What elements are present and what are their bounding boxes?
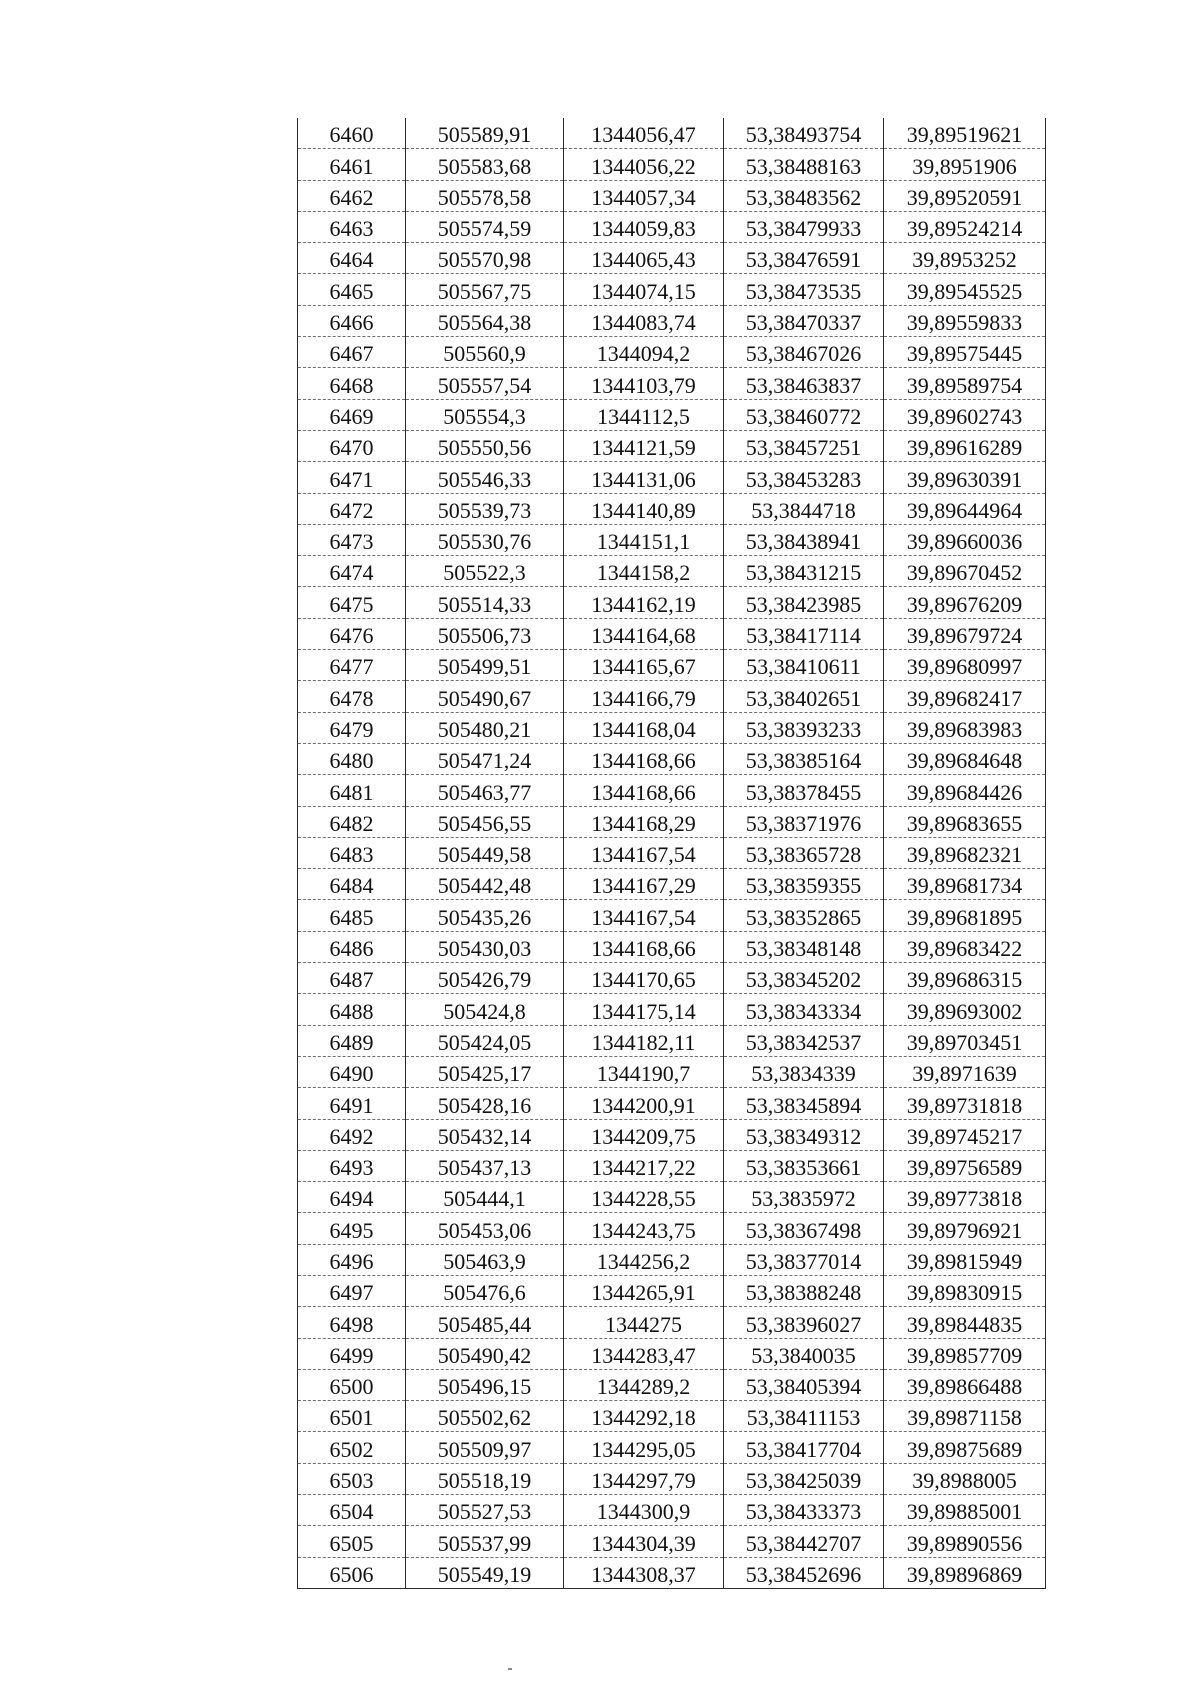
- point-number-cell: 6487: [298, 963, 406, 994]
- table-row: [298, 1526, 1046, 1557]
- x-coordinate-cell: 505549,19: [406, 1557, 564, 1588]
- longitude-cell: 39,89875689: [884, 1432, 1046, 1463]
- table-row: [298, 305, 1046, 336]
- y-coordinate-cell: 1344164,68: [564, 618, 724, 649]
- point-number-cell: 6503: [298, 1463, 406, 1494]
- latitude-cell: 53,38345894: [724, 1088, 884, 1119]
- point-number-cell: 6484: [298, 869, 406, 900]
- y-coordinate-cell: 1344074,15: [564, 274, 724, 305]
- x-coordinate-cell: 505530,76: [406, 524, 564, 555]
- x-coordinate-cell: 505502,62: [406, 1401, 564, 1432]
- y-coordinate-cell: 1344300,9: [564, 1495, 724, 1526]
- longitude-cell: 39,89683422: [884, 931, 1046, 962]
- longitude-cell: 39,8953252: [884, 243, 1046, 274]
- y-coordinate-cell: 1344083,74: [564, 305, 724, 336]
- latitude-cell: 53,3834339: [724, 1056, 884, 1087]
- table-row: [298, 1401, 1046, 1432]
- point-number-cell: 6475: [298, 587, 406, 618]
- latitude-cell: 53,3844718: [724, 493, 884, 524]
- point-number-cell: 6481: [298, 775, 406, 806]
- x-coordinate-cell: 505485,44: [406, 1307, 564, 1338]
- x-coordinate-cell: 505476,6: [406, 1275, 564, 1306]
- y-coordinate-cell: 1344209,75: [564, 1119, 724, 1150]
- table-row: [298, 587, 1046, 618]
- x-coordinate-cell: 505453,06: [406, 1213, 564, 1244]
- table-row: [298, 1307, 1046, 1338]
- latitude-cell: 53,38365728: [724, 837, 884, 868]
- latitude-cell: 53,38411153: [724, 1401, 884, 1432]
- longitude-cell: 39,89524214: [884, 211, 1046, 242]
- point-number-cell: 6466: [298, 305, 406, 336]
- latitude-cell: 53,38452696: [724, 1557, 884, 1588]
- latitude-cell: 53,38417704: [724, 1432, 884, 1463]
- longitude-cell: 39,89745217: [884, 1119, 1046, 1150]
- table-row: [298, 743, 1046, 774]
- x-coordinate-cell: 505471,24: [406, 743, 564, 774]
- table-row: [298, 775, 1046, 806]
- point-number-cell: 6491: [298, 1088, 406, 1119]
- latitude-cell: 53,38385164: [724, 743, 884, 774]
- latitude-cell: 53,38388248: [724, 1275, 884, 1306]
- longitude-cell: 39,89684648: [884, 743, 1046, 774]
- point-number-cell: 6463: [298, 211, 406, 242]
- point-number-cell: 6482: [298, 806, 406, 837]
- y-coordinate-cell: 1344175,14: [564, 994, 724, 1025]
- x-coordinate-cell: 505539,73: [406, 493, 564, 524]
- longitude-cell: 39,89682321: [884, 837, 1046, 868]
- point-number-cell: 6499: [298, 1338, 406, 1369]
- table-row: [298, 493, 1046, 524]
- longitude-cell: 39,89830915: [884, 1275, 1046, 1306]
- longitude-cell: 39,89660036: [884, 524, 1046, 555]
- longitude-cell: 39,89680997: [884, 650, 1046, 681]
- latitude-cell: 53,38425039: [724, 1463, 884, 1494]
- y-coordinate-cell: 1344168,66: [564, 931, 724, 962]
- latitude-cell: 53,38349312: [724, 1119, 884, 1150]
- y-coordinate-cell: 1344275: [564, 1307, 724, 1338]
- longitude-cell: 39,8951906: [884, 149, 1046, 180]
- table-row: [298, 1432, 1046, 1463]
- longitude-cell: 39,89731818: [884, 1088, 1046, 1119]
- longitude-cell: 39,89679724: [884, 618, 1046, 649]
- y-coordinate-cell: 1344167,54: [564, 837, 724, 868]
- y-coordinate-cell: 1344056,47: [564, 118, 724, 149]
- scan-speck: [508, 1668, 512, 1670]
- point-number-cell: 6502: [298, 1432, 406, 1463]
- x-coordinate-cell: 505444,1: [406, 1182, 564, 1213]
- point-number-cell: 6489: [298, 1025, 406, 1056]
- y-coordinate-cell: 1344057,34: [564, 180, 724, 211]
- longitude-cell: 39,89703451: [884, 1025, 1046, 1056]
- longitude-cell: 39,89857709: [884, 1338, 1046, 1369]
- table-row: [298, 368, 1046, 399]
- longitude-cell: 39,89896869: [884, 1557, 1046, 1588]
- table-row: [298, 1463, 1046, 1494]
- point-number-cell: 6469: [298, 399, 406, 430]
- y-coordinate-cell: 1344165,67: [564, 650, 724, 681]
- table-row: [298, 1495, 1046, 1526]
- latitude-cell: 53,38367498: [724, 1213, 884, 1244]
- longitude-cell: 39,89890556: [884, 1526, 1046, 1557]
- table-row: [298, 1150, 1046, 1181]
- longitude-cell: 39,89681895: [884, 900, 1046, 931]
- x-coordinate-cell: 505567,75: [406, 274, 564, 305]
- x-coordinate-cell: 505546,33: [406, 462, 564, 493]
- longitude-cell: 39,89693002: [884, 994, 1046, 1025]
- point-number-cell: 6504: [298, 1495, 406, 1526]
- y-coordinate-cell: 1344167,54: [564, 900, 724, 931]
- y-coordinate-cell: 1344292,18: [564, 1401, 724, 1432]
- table-row: [298, 1182, 1046, 1213]
- latitude-cell: 53,38393233: [724, 712, 884, 743]
- table-row: [298, 1056, 1046, 1087]
- y-coordinate-cell: 1344112,5: [564, 399, 724, 430]
- table-row: [298, 618, 1046, 649]
- y-coordinate-cell: 1344140,89: [564, 493, 724, 524]
- x-coordinate-cell: 505537,99: [406, 1526, 564, 1557]
- table-row: [298, 1369, 1046, 1400]
- table-row: [298, 274, 1046, 305]
- y-coordinate-cell: 1344182,11: [564, 1025, 724, 1056]
- latitude-cell: 53,38473535: [724, 274, 884, 305]
- table-row: [298, 149, 1046, 180]
- x-coordinate-cell: 505463,77: [406, 775, 564, 806]
- x-coordinate-cell: 505570,98: [406, 243, 564, 274]
- y-coordinate-cell: 1344167,29: [564, 869, 724, 900]
- longitude-cell: 39,89796921: [884, 1213, 1046, 1244]
- x-coordinate-cell: 505456,55: [406, 806, 564, 837]
- longitude-cell: 39,89773818: [884, 1182, 1046, 1213]
- latitude-cell: 53,38348148: [724, 931, 884, 962]
- point-number-cell: 6505: [298, 1526, 406, 1557]
- point-number-cell: 6485: [298, 900, 406, 931]
- table-row: [298, 243, 1046, 274]
- longitude-cell: 39,89602743: [884, 399, 1046, 430]
- x-coordinate-cell: 505527,53: [406, 1495, 564, 1526]
- latitude-cell: 53,38463837: [724, 368, 884, 399]
- point-number-cell: 6496: [298, 1244, 406, 1275]
- point-number-cell: 6488: [298, 994, 406, 1025]
- table-row: [298, 1557, 1046, 1588]
- point-number-cell: 6506: [298, 1557, 406, 1588]
- latitude-cell: 53,38378455: [724, 775, 884, 806]
- longitude-cell: 39,89683983: [884, 712, 1046, 743]
- longitude-cell: 39,89589754: [884, 368, 1046, 399]
- longitude-cell: 39,89559833: [884, 305, 1046, 336]
- table-row: [298, 650, 1046, 681]
- x-coordinate-cell: 505518,19: [406, 1463, 564, 1494]
- longitude-cell: 39,89670452: [884, 556, 1046, 587]
- latitude-cell: 53,38488163: [724, 149, 884, 180]
- point-number-cell: 6477: [298, 650, 406, 681]
- latitude-cell: 53,38402651: [724, 681, 884, 712]
- table-row: [298, 1025, 1046, 1056]
- latitude-cell: 53,38342537: [724, 1025, 884, 1056]
- y-coordinate-cell: 1344103,79: [564, 368, 724, 399]
- coordinates-table-body: [298, 118, 1046, 1588]
- y-coordinate-cell: 1344297,79: [564, 1463, 724, 1494]
- y-coordinate-cell: 1344304,39: [564, 1526, 724, 1557]
- latitude-cell: 53,38470337: [724, 305, 884, 336]
- y-coordinate-cell: 1344265,91: [564, 1275, 724, 1306]
- x-coordinate-cell: 505424,8: [406, 994, 564, 1025]
- x-coordinate-cell: 505506,73: [406, 618, 564, 649]
- x-coordinate-cell: 505490,67: [406, 681, 564, 712]
- latitude-cell: 53,38343334: [724, 994, 884, 1025]
- longitude-cell: 39,89871158: [884, 1401, 1046, 1432]
- longitude-cell: 39,89616289: [884, 430, 1046, 461]
- x-coordinate-cell: 505435,26: [406, 900, 564, 931]
- y-coordinate-cell: 1344166,79: [564, 681, 724, 712]
- point-number-cell: 6461: [298, 149, 406, 180]
- point-number-cell: 6495: [298, 1213, 406, 1244]
- y-coordinate-cell: 1344308,37: [564, 1557, 724, 1588]
- table-row: [298, 869, 1046, 900]
- point-number-cell: 6501: [298, 1401, 406, 1432]
- point-number-cell: 6467: [298, 337, 406, 368]
- table-row: [298, 931, 1046, 962]
- point-number-cell: 6468: [298, 368, 406, 399]
- table-row: [298, 1119, 1046, 1150]
- y-coordinate-cell: 1344168,66: [564, 743, 724, 774]
- y-coordinate-cell: 1344200,91: [564, 1088, 724, 1119]
- x-coordinate-cell: 505442,48: [406, 869, 564, 900]
- point-number-cell: 6460: [298, 118, 406, 149]
- x-coordinate-cell: 505426,79: [406, 963, 564, 994]
- x-coordinate-cell: 505430,03: [406, 931, 564, 962]
- x-coordinate-cell: 505424,05: [406, 1025, 564, 1056]
- y-coordinate-cell: 1344190,7: [564, 1056, 724, 1087]
- longitude-cell: 39,89545525: [884, 274, 1046, 305]
- x-coordinate-cell: 505574,59: [406, 211, 564, 242]
- x-coordinate-cell: 505449,58: [406, 837, 564, 868]
- latitude-cell: 53,38442707: [724, 1526, 884, 1557]
- x-coordinate-cell: 505428,16: [406, 1088, 564, 1119]
- latitude-cell: 53,38352865: [724, 900, 884, 931]
- longitude-cell: 39,89866488: [884, 1369, 1046, 1400]
- point-number-cell: 6473: [298, 524, 406, 555]
- longitude-cell: 39,89676209: [884, 587, 1046, 618]
- x-coordinate-cell: 505496,15: [406, 1369, 564, 1400]
- point-number-cell: 6497: [298, 1275, 406, 1306]
- point-number-cell: 6490: [298, 1056, 406, 1087]
- point-number-cell: 6483: [298, 837, 406, 868]
- longitude-cell: 39,89686315: [884, 963, 1046, 994]
- latitude-cell: 53,38353661: [724, 1150, 884, 1181]
- longitude-cell: 39,89683655: [884, 806, 1046, 837]
- latitude-cell: 53,3835972: [724, 1182, 884, 1213]
- point-number-cell: 6493: [298, 1150, 406, 1181]
- x-coordinate-cell: 505554,3: [406, 399, 564, 430]
- y-coordinate-cell: 1344065,43: [564, 243, 724, 274]
- point-number-cell: 6500: [298, 1369, 406, 1400]
- latitude-cell: 53,38467026: [724, 337, 884, 368]
- latitude-cell: 53,38396027: [724, 1307, 884, 1338]
- table-row: [298, 994, 1046, 1025]
- latitude-cell: 53,38359355: [724, 869, 884, 900]
- point-number-cell: 6479: [298, 712, 406, 743]
- table-row: [298, 524, 1046, 555]
- point-number-cell: 6478: [298, 681, 406, 712]
- latitude-cell: 53,38423985: [724, 587, 884, 618]
- table-row: [298, 430, 1046, 461]
- y-coordinate-cell: 1344256,2: [564, 1244, 724, 1275]
- x-coordinate-cell: 505432,14: [406, 1119, 564, 1150]
- point-number-cell: 6471: [298, 462, 406, 493]
- longitude-cell: 39,89684426: [884, 775, 1046, 806]
- x-coordinate-cell: 505589,91: [406, 118, 564, 149]
- latitude-cell: 53,38453283: [724, 462, 884, 493]
- table-row: [298, 963, 1046, 994]
- table-row: [298, 399, 1046, 430]
- point-number-cell: 6472: [298, 493, 406, 524]
- longitude-cell: 39,89844835: [884, 1307, 1046, 1338]
- latitude-cell: 53,38460772: [724, 399, 884, 430]
- y-coordinate-cell: 1344170,65: [564, 963, 724, 994]
- table-row: [298, 1275, 1046, 1306]
- point-number-cell: 6464: [298, 243, 406, 274]
- point-number-cell: 6476: [298, 618, 406, 649]
- y-coordinate-cell: 1344289,2: [564, 1369, 724, 1400]
- y-coordinate-cell: 1344295,05: [564, 1432, 724, 1463]
- longitude-cell: 39,89885001: [884, 1495, 1046, 1526]
- point-number-cell: 6486: [298, 931, 406, 962]
- x-coordinate-cell: 505437,13: [406, 1150, 564, 1181]
- y-coordinate-cell: 1344168,66: [564, 775, 724, 806]
- table-row: [298, 1244, 1046, 1275]
- y-coordinate-cell: 1344158,2: [564, 556, 724, 587]
- longitude-cell: 39,89756589: [884, 1150, 1046, 1181]
- y-coordinate-cell: 1344121,59: [564, 430, 724, 461]
- latitude-cell: 53,38493754: [724, 118, 884, 149]
- latitude-cell: 53,3840035: [724, 1338, 884, 1369]
- table-row: [298, 1088, 1046, 1119]
- x-coordinate-cell: 505480,21: [406, 712, 564, 743]
- longitude-cell: 39,89630391: [884, 462, 1046, 493]
- table-row: [298, 681, 1046, 712]
- longitude-cell: 39,89681734: [884, 869, 1046, 900]
- x-coordinate-cell: 505514,33: [406, 587, 564, 618]
- latitude-cell: 53,38377014: [724, 1244, 884, 1275]
- table-row: [298, 900, 1046, 931]
- y-coordinate-cell: 1344228,55: [564, 1182, 724, 1213]
- latitude-cell: 53,38371976: [724, 806, 884, 837]
- y-coordinate-cell: 1344056,22: [564, 149, 724, 180]
- point-number-cell: 6462: [298, 180, 406, 211]
- x-coordinate-cell: 505522,3: [406, 556, 564, 587]
- x-coordinate-cell: 505583,68: [406, 149, 564, 180]
- longitude-cell: 39,89520591: [884, 180, 1046, 211]
- x-coordinate-cell: 505564,38: [406, 305, 564, 336]
- table-row: [298, 806, 1046, 837]
- point-number-cell: 6474: [298, 556, 406, 587]
- y-coordinate-cell: 1344151,1: [564, 524, 724, 555]
- latitude-cell: 53,38483562: [724, 180, 884, 211]
- y-coordinate-cell: 1344243,75: [564, 1213, 724, 1244]
- point-number-cell: 6470: [298, 430, 406, 461]
- y-coordinate-cell: 1344162,19: [564, 587, 724, 618]
- point-number-cell: 6480: [298, 743, 406, 774]
- latitude-cell: 53,38345202: [724, 963, 884, 994]
- coordinates-table: [297, 118, 1046, 1589]
- y-coordinate-cell: 1344283,47: [564, 1338, 724, 1369]
- table-row: [298, 837, 1046, 868]
- table-row: [298, 337, 1046, 368]
- point-number-cell: 6494: [298, 1182, 406, 1213]
- y-coordinate-cell: 1344131,06: [564, 462, 724, 493]
- longitude-cell: 39,89682417: [884, 681, 1046, 712]
- table-row: [298, 1338, 1046, 1369]
- latitude-cell: 53,38476591: [724, 243, 884, 274]
- x-coordinate-cell: 505509,97: [406, 1432, 564, 1463]
- latitude-cell: 53,38410611: [724, 650, 884, 681]
- x-coordinate-cell: 505490,42: [406, 1338, 564, 1369]
- table-row: [298, 180, 1046, 211]
- x-coordinate-cell: 505557,54: [406, 368, 564, 399]
- table-row: [298, 118, 1046, 149]
- y-coordinate-cell: 1344217,22: [564, 1150, 724, 1181]
- x-coordinate-cell: 505560,9: [406, 337, 564, 368]
- y-coordinate-cell: 1344168,04: [564, 712, 724, 743]
- point-number-cell: 6492: [298, 1119, 406, 1150]
- longitude-cell: 39,89519621: [884, 118, 1046, 149]
- latitude-cell: 53,38433373: [724, 1495, 884, 1526]
- table-row: [298, 712, 1046, 743]
- longitude-cell: 39,89644964: [884, 493, 1046, 524]
- y-coordinate-cell: 1344168,29: [564, 806, 724, 837]
- latitude-cell: 53,38479933: [724, 211, 884, 242]
- x-coordinate-cell: 505425,17: [406, 1056, 564, 1087]
- latitude-cell: 53,38457251: [724, 430, 884, 461]
- x-coordinate-cell: 505550,56: [406, 430, 564, 461]
- longitude-cell: 39,8988005: [884, 1463, 1046, 1494]
- latitude-cell: 53,38417114: [724, 618, 884, 649]
- latitude-cell: 53,38438941: [724, 524, 884, 555]
- point-number-cell: 6498: [298, 1307, 406, 1338]
- table-row: [298, 556, 1046, 587]
- y-coordinate-cell: 1344094,2: [564, 337, 724, 368]
- table-row: [298, 462, 1046, 493]
- x-coordinate-cell: 505499,51: [406, 650, 564, 681]
- longitude-cell: 39,89815949: [884, 1244, 1046, 1275]
- point-number-cell: 6465: [298, 274, 406, 305]
- table-row: [298, 1213, 1046, 1244]
- y-coordinate-cell: 1344059,83: [564, 211, 724, 242]
- latitude-cell: 53,38431215: [724, 556, 884, 587]
- longitude-cell: 39,89575445: [884, 337, 1046, 368]
- latitude-cell: 53,38405394: [724, 1369, 884, 1400]
- longitude-cell: 39,8971639: [884, 1056, 1046, 1087]
- x-coordinate-cell: 505578,58: [406, 180, 564, 211]
- x-coordinate-cell: 505463,9: [406, 1244, 564, 1275]
- table-row: [298, 211, 1046, 242]
